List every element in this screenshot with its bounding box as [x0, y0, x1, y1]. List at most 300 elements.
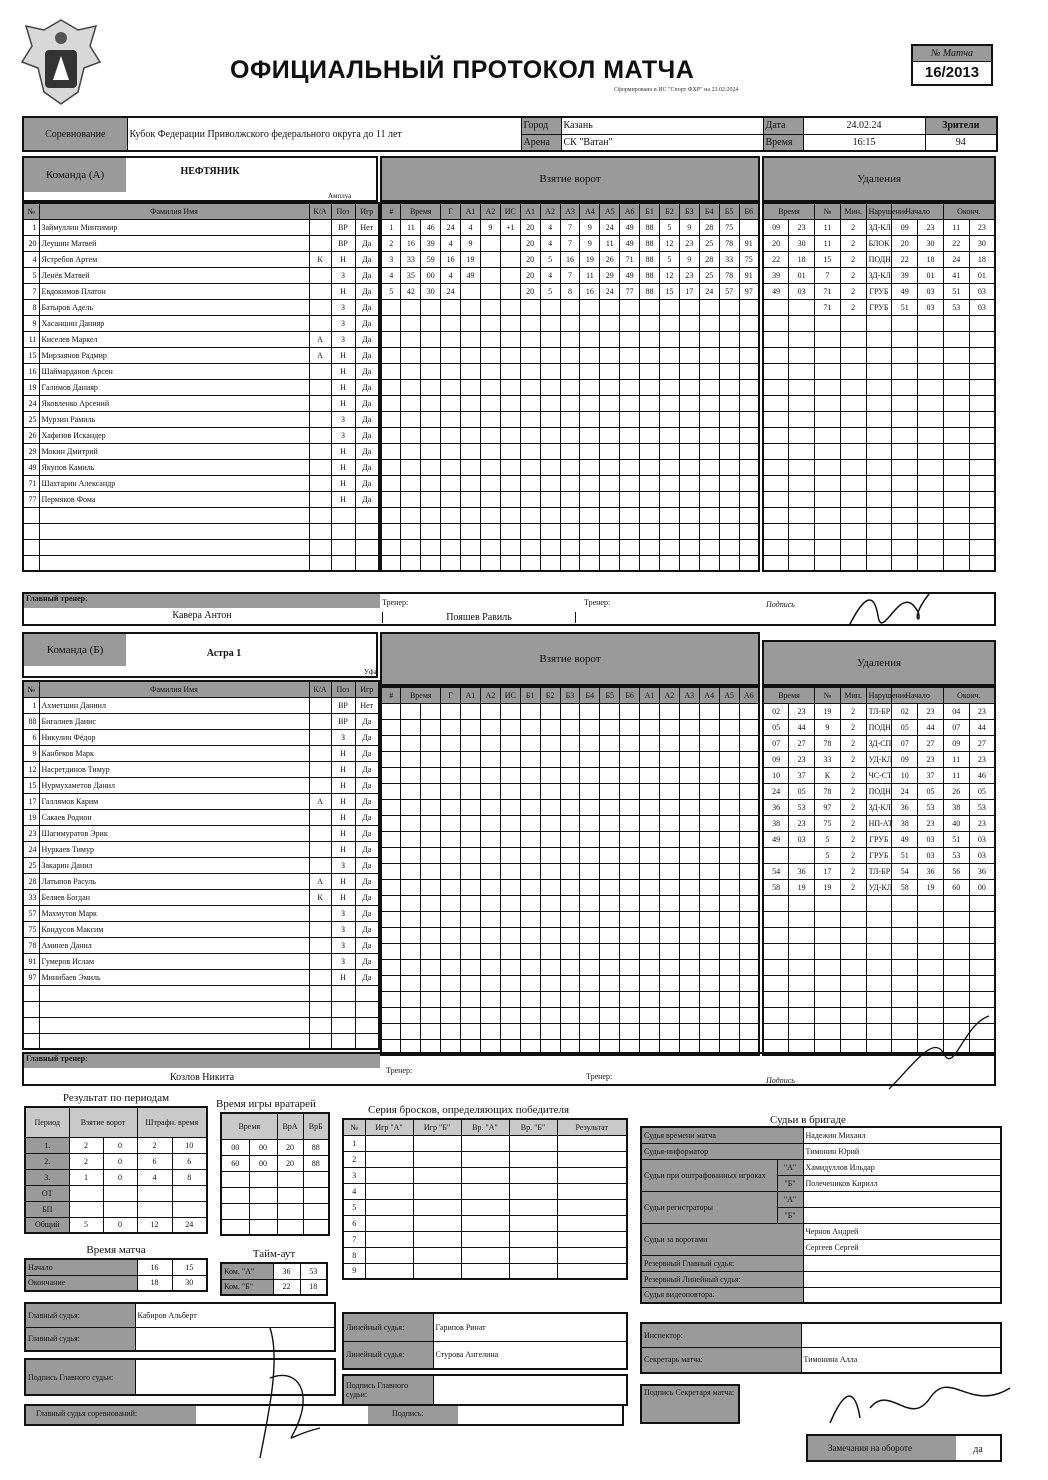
goal-cell — [699, 799, 719, 815]
goal-cell — [620, 783, 640, 799]
goalie-row — [221, 1139, 329, 1155]
goal-cell — [480, 719, 500, 735]
penalty-cell — [918, 991, 944, 1007]
penalty-cell — [866, 507, 892, 523]
penalty-row — [763, 799, 995, 815]
goal-cell — [381, 523, 401, 539]
shootout-table — [342, 1118, 628, 1280]
goal-cell: 4 — [540, 219, 560, 235]
goal-cell — [421, 347, 441, 363]
goal-cell — [480, 283, 500, 299]
goal-cell — [600, 523, 620, 539]
goal-cell: 5 — [540, 251, 560, 267]
penalty-row — [763, 235, 995, 251]
player-row — [23, 443, 379, 459]
period-label: 1. — [25, 1137, 69, 1153]
goal-cell — [421, 767, 441, 783]
goal-cell — [580, 299, 600, 315]
goal-row — [381, 395, 759, 411]
player-played: Да — [355, 937, 379, 953]
goal-cell — [461, 555, 481, 571]
goal-cell — [659, 815, 679, 831]
goal-cell — [739, 443, 759, 459]
goal-row — [381, 735, 759, 751]
goal-cell — [620, 847, 640, 863]
player-row — [23, 507, 379, 523]
goal-cell — [381, 831, 401, 847]
goal-cell — [659, 539, 679, 555]
goalie-time-title: Время игры вратарей — [216, 1098, 316, 1110]
penalty-row — [763, 523, 995, 539]
goal-cell — [461, 459, 481, 475]
penalty-cell: 53 — [789, 799, 815, 815]
col-no: № — [23, 681, 39, 697]
penalty-cell: ЗД-КЛ — [866, 267, 892, 283]
secretary-label: Секретарь матча: — [641, 1347, 801, 1373]
goal-cell — [560, 491, 580, 507]
goal-cell — [679, 363, 699, 379]
goal-cell: 59 — [421, 251, 441, 267]
penalty-cell — [943, 347, 969, 363]
penalty-cell — [815, 1007, 841, 1023]
goal-cell — [461, 283, 481, 299]
goal-cell — [480, 783, 500, 799]
goal-cell — [421, 735, 441, 751]
penalty-cell — [789, 379, 815, 395]
goal-cell — [421, 863, 441, 879]
generated-note: Сформировано в ИС "Спорт ФХР" на 23.02.2024 — [614, 87, 739, 93]
goal-cell — [401, 347, 421, 363]
goal-cell — [640, 427, 660, 443]
goal-cell — [699, 895, 719, 911]
penalty-row — [763, 879, 995, 895]
goal-cell — [421, 959, 441, 975]
player-number: 9 — [23, 315, 39, 331]
goal-cell — [719, 523, 739, 539]
goal-cell — [480, 299, 500, 315]
page-title: ОФИЦИАЛЬНЫЙ ПРОТОКОЛ МАТЧА — [230, 56, 695, 84]
penalty-cell: 71 — [815, 283, 841, 299]
goal-cell: 1 — [381, 219, 401, 235]
goal-cell — [421, 895, 441, 911]
goal-cell — [580, 1007, 600, 1023]
player-name: Мурзин Рамиль — [39, 411, 309, 427]
goal-cell — [739, 491, 759, 507]
penalty-cell — [892, 347, 918, 363]
goal-cell — [480, 911, 500, 927]
goal-cell — [679, 443, 699, 459]
time-keeper-label: Судья времени матча — [641, 1127, 803, 1143]
team-b-label: Команда (Б) — [24, 634, 126, 666]
penalty-cell — [763, 331, 789, 347]
goal-cell — [719, 959, 739, 975]
team-b-head-coach-label: Главный тренер: — [24, 1054, 380, 1068]
player-row — [23, 539, 379, 555]
goal-cell: 7 — [560, 235, 580, 251]
goal-cell — [441, 735, 461, 751]
goal-cell — [659, 863, 679, 879]
penalty-cell: 54 — [892, 863, 918, 879]
player-position: З — [331, 905, 355, 921]
goal-cell — [699, 555, 719, 571]
player-role — [309, 491, 331, 507]
match-start-hour: 16 — [137, 1259, 172, 1275]
goal-cell — [640, 735, 660, 751]
penalty-cell — [943, 427, 969, 443]
player-played — [355, 1001, 379, 1017]
goal-cell — [640, 815, 660, 831]
penalty-row — [763, 283, 995, 299]
period-row — [25, 1137, 207, 1153]
penalty-cell: ГРУБ — [866, 283, 892, 299]
goal-cell — [679, 943, 699, 959]
goal-row — [381, 703, 759, 719]
main-ref2-sign-label: Подпись Главного судьи: — [343, 1375, 433, 1405]
penalty-cell: ГРУБ — [866, 847, 892, 863]
player-name: Галимов Данияр — [39, 379, 309, 395]
penalty-cell — [763, 379, 789, 395]
goal-cell — [500, 539, 520, 555]
goal-row — [381, 555, 759, 571]
penalty-cell: 44 — [918, 719, 944, 735]
goal-col-header: # — [381, 687, 401, 703]
penalty-cell: 60 — [943, 879, 969, 895]
goal-cell — [441, 539, 461, 555]
player-row — [23, 347, 379, 363]
penalty-cell — [969, 427, 995, 443]
penalty-row — [763, 251, 995, 267]
goal-cell — [739, 991, 759, 1007]
goal-cell — [381, 395, 401, 411]
goal-cell — [540, 491, 560, 507]
goal-cell — [600, 895, 620, 911]
goal-cell — [620, 331, 640, 347]
goalie-cell: 88 — [303, 1139, 329, 1155]
shootout-cell — [365, 1199, 413, 1215]
goal-cell — [401, 831, 421, 847]
goal-cell — [679, 379, 699, 395]
penalty-cell: ПОДН — [866, 251, 892, 267]
goal-judges-label: Судьи за воротами — [641, 1223, 803, 1255]
penalty-cell — [840, 927, 866, 943]
goal-cell — [480, 847, 500, 863]
registrar-b — [803, 1207, 1001, 1223]
goal-cell — [461, 331, 481, 347]
goal-cell — [699, 1023, 719, 1039]
goal-cell — [421, 379, 441, 395]
penalty-cell — [789, 991, 815, 1007]
penalty-cell: 23 — [969, 815, 995, 831]
shootout-col-header: № — [343, 1119, 365, 1135]
goal-cell — [659, 1007, 679, 1023]
player-number: 16 — [23, 363, 39, 379]
goal-col-header: Б1 — [520, 687, 540, 703]
player-name: Евдокимов Платон — [39, 283, 309, 299]
goal-cell — [500, 911, 520, 927]
goal-cell — [659, 331, 679, 347]
goal-cell — [441, 991, 461, 1007]
goal-cell: 24 — [600, 219, 620, 235]
goal-cell — [560, 975, 580, 991]
penalty-cell: 05 — [918, 783, 944, 799]
goal-cell — [640, 395, 660, 411]
player-role — [309, 745, 331, 761]
player-played: Да — [355, 921, 379, 937]
goal-cell — [401, 363, 421, 379]
goalie-cell — [221, 1203, 249, 1219]
player-name: Мирзаянов Радмир — [39, 347, 309, 363]
goal-cell — [659, 459, 679, 475]
penalty-cell: 97 — [815, 799, 841, 815]
goalie-cell — [249, 1203, 277, 1219]
shootout-cell — [509, 1135, 557, 1151]
goal-cell — [441, 507, 461, 523]
goal-cell — [461, 427, 481, 443]
penalty-cell — [840, 911, 866, 927]
competition-ref-box — [24, 1404, 624, 1426]
penalty-cell — [892, 943, 918, 959]
penalty-cell: ЗД-СП — [866, 735, 892, 751]
goal-cell — [401, 719, 421, 735]
player-number — [23, 523, 39, 539]
goal-cell — [540, 991, 560, 1007]
penalty-cell — [969, 523, 995, 539]
penalty-row — [763, 507, 995, 523]
player-role — [309, 395, 331, 411]
goal-cell — [640, 767, 660, 783]
goal-col-header: Б5 — [600, 687, 620, 703]
penalty-cell: ЗД-КЛ — [866, 219, 892, 235]
goal-cell — [600, 411, 620, 427]
goal-cell: 25 — [699, 235, 719, 251]
penalty-cell: 02 — [892, 703, 918, 719]
goal-cell — [500, 831, 520, 847]
goal-cell — [719, 443, 739, 459]
main-ref-1: Кабиров Альберт — [135, 1303, 335, 1327]
player-played: Да — [355, 283, 379, 299]
goal-row — [381, 1007, 759, 1023]
shootout-row — [343, 1167, 627, 1183]
goal-cell — [659, 959, 679, 975]
shootout-cell — [365, 1215, 413, 1231]
goal-col-header: А1 — [520, 203, 540, 219]
penalty-cell: 7 — [815, 267, 841, 283]
goal-cell: 9 — [461, 235, 481, 251]
goal-cell — [441, 443, 461, 459]
goal-cell — [381, 539, 401, 555]
goal-cell — [401, 379, 421, 395]
goal-cell — [679, 991, 699, 1007]
shootout-cell — [413, 1167, 461, 1183]
goal-cell — [640, 847, 660, 863]
goal-cell — [381, 379, 401, 395]
penalty-cell: К — [815, 767, 841, 783]
penalty-cell — [763, 539, 789, 555]
penalty-cell — [866, 491, 892, 507]
goal-cell — [580, 831, 600, 847]
goal-cell — [620, 959, 640, 975]
penalty-cell: 2 — [840, 251, 866, 267]
goal-cell — [719, 1023, 739, 1039]
goalie-cell — [303, 1203, 329, 1219]
goal-cell — [421, 927, 441, 943]
goal-row — [381, 975, 759, 991]
goal-cell — [480, 863, 500, 879]
goal-cell — [739, 523, 759, 539]
goal-cell — [421, 427, 441, 443]
col-ka: К/А — [309, 203, 331, 219]
penalty-cell: 36 — [969, 863, 995, 879]
penalty-cell — [943, 331, 969, 347]
goal-col-header: Б1 — [640, 203, 660, 219]
goal-cell: 23 — [679, 235, 699, 251]
goal-cell — [480, 751, 500, 767]
player-number: 23 — [23, 825, 39, 841]
team-a-goals — [380, 202, 760, 572]
goal-cell — [620, 879, 640, 895]
goal-cell: 24 — [699, 283, 719, 299]
player-name: Кондусов Максим — [39, 921, 309, 937]
player-number: 25 — [23, 857, 39, 873]
goal-cell — [600, 491, 620, 507]
penalty-cell — [763, 555, 789, 571]
goal-cell — [580, 863, 600, 879]
goal-cell — [719, 507, 739, 523]
penalty-cell: 78 — [815, 735, 841, 751]
penalty-cell: 26 — [943, 783, 969, 799]
penalty-cell — [763, 991, 789, 1007]
player-name: Махмутов Марк — [39, 905, 309, 921]
periods-table — [24, 1106, 208, 1234]
shootout-row — [343, 1135, 627, 1151]
penalty-cell — [918, 927, 944, 943]
goal-cell — [699, 703, 719, 719]
goal-cell: 23 — [679, 267, 699, 283]
penalty-cell — [815, 1023, 841, 1039]
goal-cell — [620, 443, 640, 459]
player-number: 77 — [23, 491, 39, 507]
periods-title: Результат по периодам — [62, 1092, 170, 1104]
team-b-goals — [380, 686, 760, 1056]
goal-cell — [520, 395, 540, 411]
penalty-cell — [789, 331, 815, 347]
goal-cell — [540, 847, 560, 863]
goal-cell — [560, 443, 580, 459]
penalty-cell: 03 — [789, 831, 815, 847]
penalty-cell: 23 — [789, 219, 815, 235]
goal-cell — [480, 427, 500, 443]
penalty-cell: 18 — [969, 251, 995, 267]
goal-cell — [580, 331, 600, 347]
penalty-judge-b: Полечеников Кирилл — [803, 1175, 1001, 1191]
penalty-cell: 07 — [763, 735, 789, 751]
goal-cell — [560, 927, 580, 943]
goal-cell — [600, 475, 620, 491]
player-played — [355, 1033, 379, 1049]
shootout-cell — [413, 1215, 461, 1231]
goal-cell — [580, 491, 600, 507]
goal-cell — [719, 783, 739, 799]
penalty-cell — [840, 895, 866, 911]
penalty-col-header: Нарушение — [866, 203, 892, 219]
goal-cell: 25 — [699, 267, 719, 283]
goal-cell — [401, 1023, 421, 1039]
penalty-cell — [815, 379, 841, 395]
player-number — [23, 1001, 39, 1017]
player-number: 33 — [23, 889, 39, 905]
goal-cell — [640, 911, 660, 927]
player-position: Н — [331, 889, 355, 905]
goal-cell — [461, 411, 481, 427]
goal-cell — [520, 363, 540, 379]
penalty-cell — [763, 1007, 789, 1023]
penalty-cell — [969, 539, 995, 555]
goalie-cell: 00 — [249, 1155, 277, 1171]
penalty-cell: 2 — [840, 815, 866, 831]
period-row — [25, 1201, 207, 1217]
goal-cell — [719, 331, 739, 347]
goal-cell — [401, 703, 421, 719]
goal-cell — [520, 863, 540, 879]
penalty-row — [763, 539, 995, 555]
player-position: ВР — [331, 219, 355, 235]
goal-cell — [480, 315, 500, 331]
goal-cell — [401, 331, 421, 347]
penalty-cell — [943, 943, 969, 959]
goal-cell — [461, 735, 481, 751]
goal-cell — [659, 735, 679, 751]
player-position: Н — [331, 745, 355, 761]
goal-row — [381, 315, 759, 331]
goal-cell — [640, 783, 660, 799]
goalie-row — [221, 1219, 329, 1235]
penalty-cell — [763, 459, 789, 475]
goal-cell — [461, 379, 481, 395]
player-row — [23, 969, 379, 985]
goal-cell — [679, 863, 699, 879]
penalty-cell — [789, 539, 815, 555]
penalty-cell — [866, 411, 892, 427]
penalty-cell — [892, 991, 918, 1007]
video-judge-label: Судья видеоповтора: — [641, 1287, 803, 1303]
goal-judge-1: Чернов Андрей — [803, 1223, 1001, 1239]
player-position: Н — [331, 777, 355, 793]
goal-cell — [620, 767, 640, 783]
shootout-number: 6 — [343, 1215, 365, 1231]
penalty-cell: 39 — [892, 267, 918, 283]
penalty-cell: 05 — [892, 719, 918, 735]
match-time-title: Время матча — [86, 1244, 146, 1256]
penalty-cell — [815, 895, 841, 911]
player-played: Да — [355, 459, 379, 475]
goal-cell — [659, 751, 679, 767]
penalty-cell — [840, 975, 866, 991]
goal-cell — [580, 507, 600, 523]
player-name: Яковленко Арсений — [39, 395, 309, 411]
penalty-cell — [840, 523, 866, 539]
shootout-number: 1 — [343, 1135, 365, 1151]
goal-cell — [560, 895, 580, 911]
goal-cell — [600, 347, 620, 363]
penalty-cell — [763, 959, 789, 975]
penalty-cell — [943, 459, 969, 475]
goal-cell: 39 — [421, 235, 441, 251]
goal-cell — [620, 911, 640, 927]
goal-cell — [421, 459, 441, 475]
goal-cell — [620, 799, 640, 815]
goal-cell — [520, 379, 540, 395]
goal-cell — [679, 555, 699, 571]
